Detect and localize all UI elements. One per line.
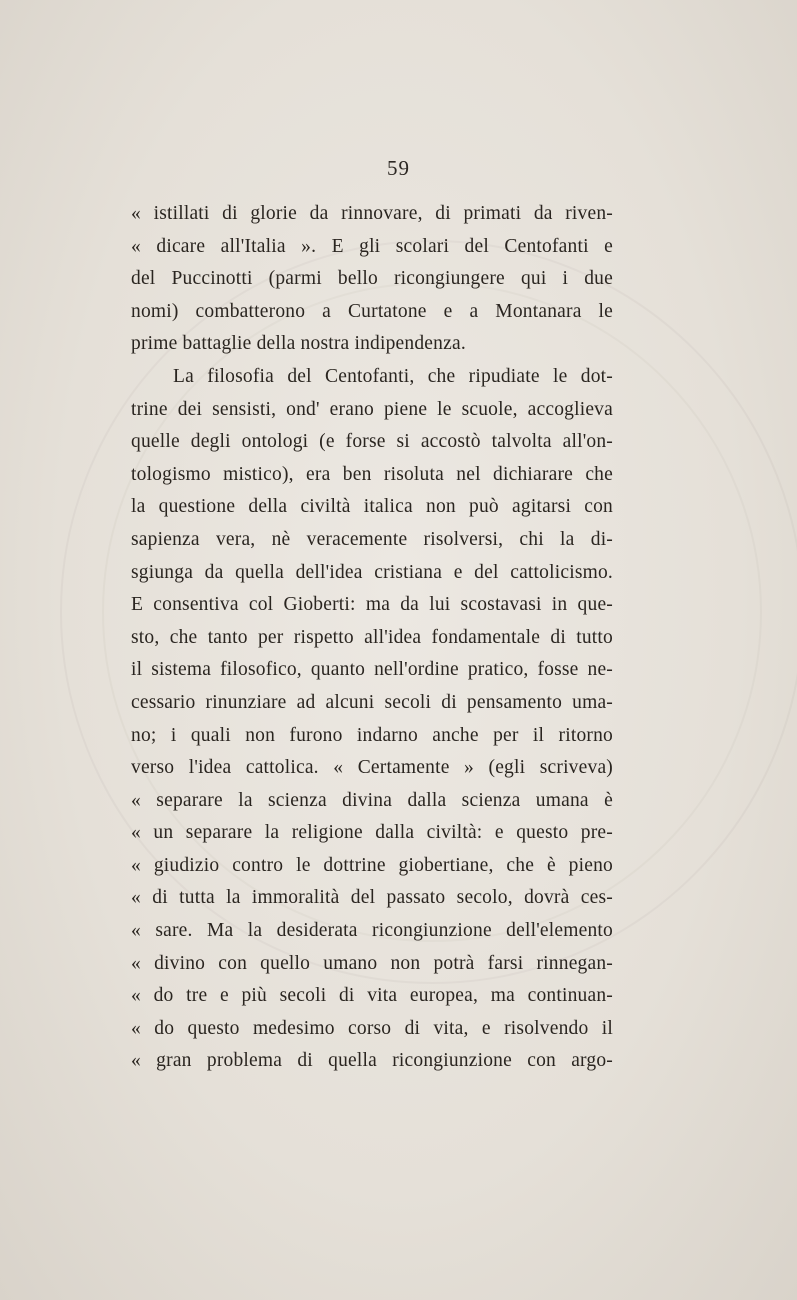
text-line: la questione della civiltà italica non può agitarsi con: [131, 496, 613, 518]
text-line: sto, che tanto per rispetto all'idea fondamentale di tutto: [131, 626, 613, 648]
text-line: E consentiva col Gioberti: ma da lui scostavasi in que-: [131, 594, 613, 616]
text-line: « un separare la religione dalla civiltà: e questo pre-: [131, 822, 613, 844]
text-line: « di tutta la immoralità del passato secolo, dovrà ces-: [131, 887, 613, 909]
text-line: prime battaglie della nostra indipendenza.: [131, 333, 466, 355]
text-line: « do tre e più secoli di vita europea, ma continuan-: [131, 985, 613, 1007]
text-line: « giudizio contro le dottrine giobertiane, che è pieno: [131, 854, 613, 876]
text-line: « dicare all'Italia ». E gli scolari del Centofanti e: [131, 235, 613, 257]
text-line: « gran problema di quella ricongiunzione con argo-: [131, 1050, 613, 1072]
text-line: « do questo medesimo corso di vita, e risolvendo il: [131, 1017, 613, 1039]
text-line: « istillati di glorie da rinnovare, di primati da riven-: [131, 203, 613, 224]
text-line: no; i quali non furono indarno anche per il ritorno: [131, 724, 613, 746]
text-line: verso l'idea cattolica. « Certamente » (egli scriveva): [131, 757, 613, 779]
body-text: [131, 198, 613, 1078]
text-line: sapienza vera, nè veracemente risolversi, chi la di-: [131, 528, 613, 550]
text-line: quelle degli ontologi (e forse si accostò talvolta all'on-: [131, 431, 613, 453]
text-line: tologismo mistico), era ben risoluta nel dichiarare che: [131, 463, 613, 485]
text-line: La filosofia del Centofanti, che ripudiate le dot-: [173, 365, 613, 387]
text-line: trine dei sensisti, ond' erano piene le scuole, accoglieva: [131, 398, 613, 420]
text-line: « sare. Ma la desiderata ricongiunzione dell'elemento: [131, 920, 613, 942]
page-number: 59: [387, 156, 410, 180]
text-line: il sistema filosofico, quanto nell'ordine pratico, fosse ne-: [131, 659, 613, 681]
text-line: « separare la scienza divina dalla scienza umana è: [131, 789, 613, 811]
text-line: del Puccinotti (parmi bello ricongiungere qui i due: [131, 268, 613, 290]
text-line: sgiunga da quella dell'idea cristiana e del cattolicismo.: [131, 561, 613, 583]
text-line: nomi) combatterono a Curtatone e a Montanara le: [131, 300, 613, 322]
text-line: « divino con quello umano non potrà farsi rinnegan-: [131, 952, 613, 974]
text-line: cessario rinunziare ad alcuni secoli di pensamento uma-: [131, 691, 613, 713]
